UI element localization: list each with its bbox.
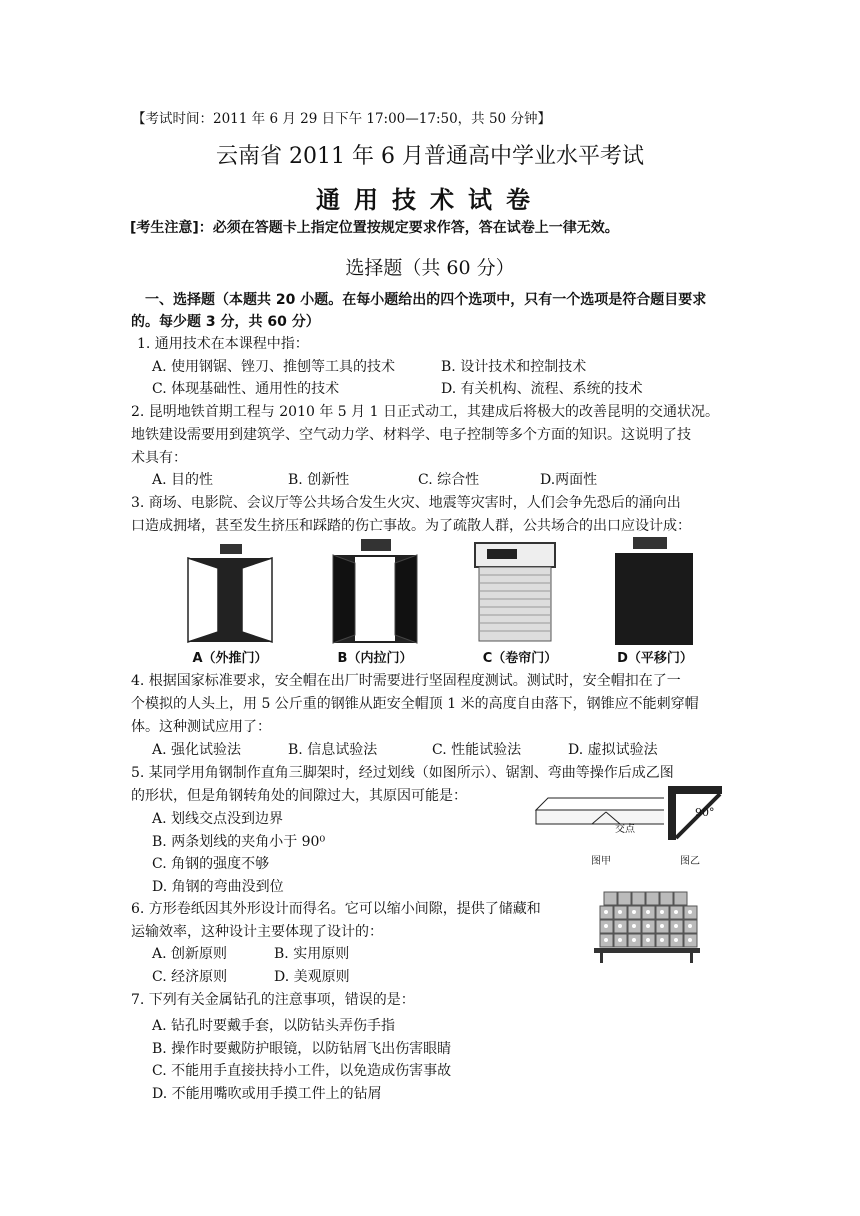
question-4-stem-line-2: 个模拟的人头上，用 5 公斤重的钢锥从距安全帽顶 1 米的高度自由落下，钢锥应不能刺穿帽 [131,696,699,712]
question-4-option-a: A. 强化试验法 [152,742,242,758]
paper-title: 通用技术试卷 [316,185,544,214]
figure-caption-b: 图乙 [680,856,700,867]
door-caption-b: B（内拉门） [337,651,413,666]
door-figure-c [465,535,575,650]
question-2-stem-line-3: 术具有： [131,450,187,466]
question-5-option-d: D. 角钢的弯曲没到位 [152,879,284,895]
question-4-stem-line-1: 4. 根据国家标准要求，安全帽在出厂时需要进行坚固程度测试。测试时，安全帽扣在了一 [131,673,681,689]
question-7-option-b: B. 操作时要戴防护眼镜，以防钻屑飞出伤害眼睛 [152,1041,452,1057]
question-4-option-d: D. 虚拟试验法 [568,742,658,758]
exam-title: 云南省 2011 年 6 月普通高中学业水平考试 [216,144,644,169]
figure-label-intersection: 交点 [615,824,635,835]
question-2-option-b: B. 创新性 [288,472,350,488]
question-5-option-b: B. 两条划线的夹角小于 90⁰ [152,834,326,850]
question-2-stem-line-1: 2. 昆明地铁首期工程与 2010 年 5 月 1 日正式动工，其建成后将极大的改善昆明的交通状况。 [131,404,719,420]
question-1-option-a: A. 使用钢锯、锉刀、推刨等工具的技术 [152,359,396,375]
door-figure-d [605,533,705,650]
question-7-option-d: D. 不能用嘴吹或用手摸工件上的钻屑 [152,1086,382,1102]
door-caption-a: A（外推门） [192,651,268,666]
question-4-option-b: B. 信息试验法 [288,742,378,758]
question-6-option-c: C. 经济原则 [152,969,228,985]
question-6-stem-line-2: 运输效率，这种设计主要体现了设计的： [131,924,383,940]
question-6-option-a: A. 创新原则 [152,946,228,962]
question-2-option-a: A. 目的性 [152,472,214,488]
question-7-option-a: A. 钻孔时要戴手套，以防钻头弄伤手指 [152,1018,396,1034]
question-5-option-a: A. 划线交点没到边界 [152,811,284,827]
question-1-option-d: D. 有关机构、流程、系统的技术 [441,381,643,397]
question-6-option-b: B. 实用原则 [274,946,350,962]
question-2-stem-line-2: 地铁建设需要用到建筑学、空气动力学、材料学、电子控制等多个方面的知识。这说明了技 [131,427,691,443]
question-5-stem-line-1: 5. 某同学用角钢制作直角三脚架时，经过划线（如图所示）、锯割、弯曲等操作后成乙图 [131,765,674,781]
square-paper-rolls-image [590,888,702,964]
question-1-option-b: B. 设计技术和控制技术 [441,359,587,375]
door-caption-d: D（平移门） [617,651,693,666]
question-5-stem-line-2: 的形状，但是角钢转角处的间隙过大，其原因可能是： [131,788,467,804]
question-7-option-c: C. 不能用手直接扶持小工件，以免造成伤害事故 [152,1063,452,1079]
question-4-option-c: C. 性能试验法 [432,742,522,758]
question-3-stem-line-1: 3. 商场、电影院、会议厅等公共场合发生火灾、地震等灾害时，人们会争先恐后的涌向出 [131,495,681,511]
question-2-option-d: D.两面性 [540,472,598,488]
exam-time: 【考试时间：2011 年 6 月 29 日下午 17:00—17:50，共 50 分钟】 [132,111,551,127]
question-6-option-d: D. 美观原则 [274,969,350,985]
section-title: 选择题（共 60 分） [345,257,515,279]
door-figure-a [180,540,280,650]
question-1-stem: 1. 通用技术在本课程中指： [137,336,309,352]
question-2-option-c: C. 综合性 [418,472,480,488]
question-3-stem-line-2: 口造成拥堵，甚至发生挤压和踩踏的伤亡事故。为了疏散人群，公共场合的出口应设计成： [131,518,691,534]
question-6-stem-line-1: 6. 方形卷纸因其外形设计而得名。它可以缩小间隙，提供了储藏和 [131,901,541,917]
question-5-option-c: C. 角钢的强度不够 [152,856,270,872]
question-7-stem: 7. 下列有关金属钻孔的注意事项，错误的是： [131,992,415,1008]
section-instruction: 一、选择题（本题共 20 小题。在每小题给出的四个选项中，只有一个选项是符合题目要求的。每少题 3 分，共 60 分） [131,292,707,330]
door-figure-b [325,535,425,650]
question-4-stem-line-3: 体。这种测试应用了： [131,719,271,735]
question-1-option-c: C. 体现基础性、通用性的技术 [152,381,340,397]
figure-caption-a: 图甲 [591,856,611,867]
figure-label-angle: 90° [695,806,715,819]
candidate-notice: [考生注意]：必须在答题卡上指定位置按规定要求作答，答在试卷上一律无效。 [130,220,619,236]
door-caption-c: C（卷帘门） [482,651,558,666]
